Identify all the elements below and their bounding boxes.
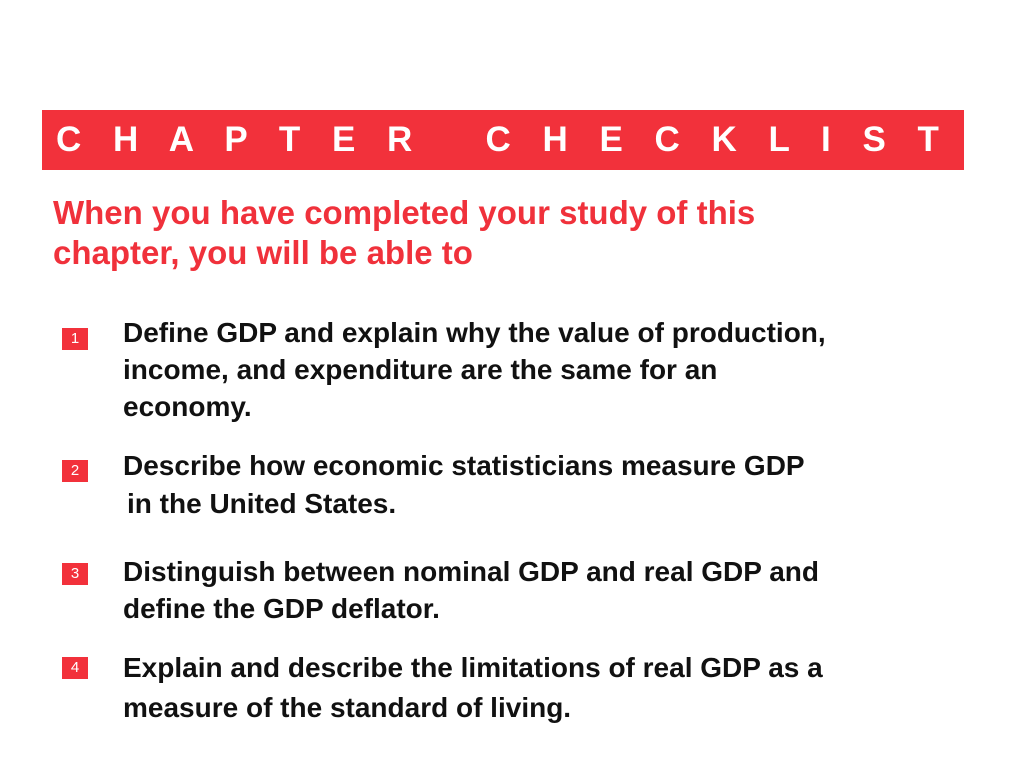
- objective-text: [123, 314, 993, 425]
- banner-title: C H A P T E R C H E C K L I S T: [56, 120, 950, 159]
- objective-text: [123, 553, 993, 627]
- objective-number-badge: 2: [62, 460, 88, 482]
- objective-number-badge: 4: [62, 657, 88, 679]
- objective-text: [123, 648, 993, 728]
- objective-number-badge: 3: [62, 563, 88, 585]
- objective-line: in the United States.: [127, 488, 397, 519]
- objective-line: Define GDP and explain why the value of production,: [123, 317, 826, 348]
- objective-line: economy.: [123, 391, 252, 422]
- objective-line: measure of the standard of living.: [123, 692, 572, 723]
- objective-line: Explain and describe the limitations of real GDP as a: [123, 652, 823, 683]
- objective-number-badge: 1: [62, 328, 88, 350]
- objective-line: define the GDP deflator.: [123, 593, 440, 624]
- objective-line: income, and expenditure are the same for an: [123, 354, 718, 385]
- intro-text: [53, 193, 953, 273]
- intro-line-2: chapter, you will be able to: [53, 234, 473, 271]
- intro-line-1: When you have completed your study of this: [53, 194, 756, 231]
- objective-line: Distinguish between nominal GDP and real GDP and: [123, 556, 819, 587]
- objective-text: [123, 447, 993, 523]
- objective-line: Describe how economic statisticians measure GDP: [123, 450, 805, 481]
